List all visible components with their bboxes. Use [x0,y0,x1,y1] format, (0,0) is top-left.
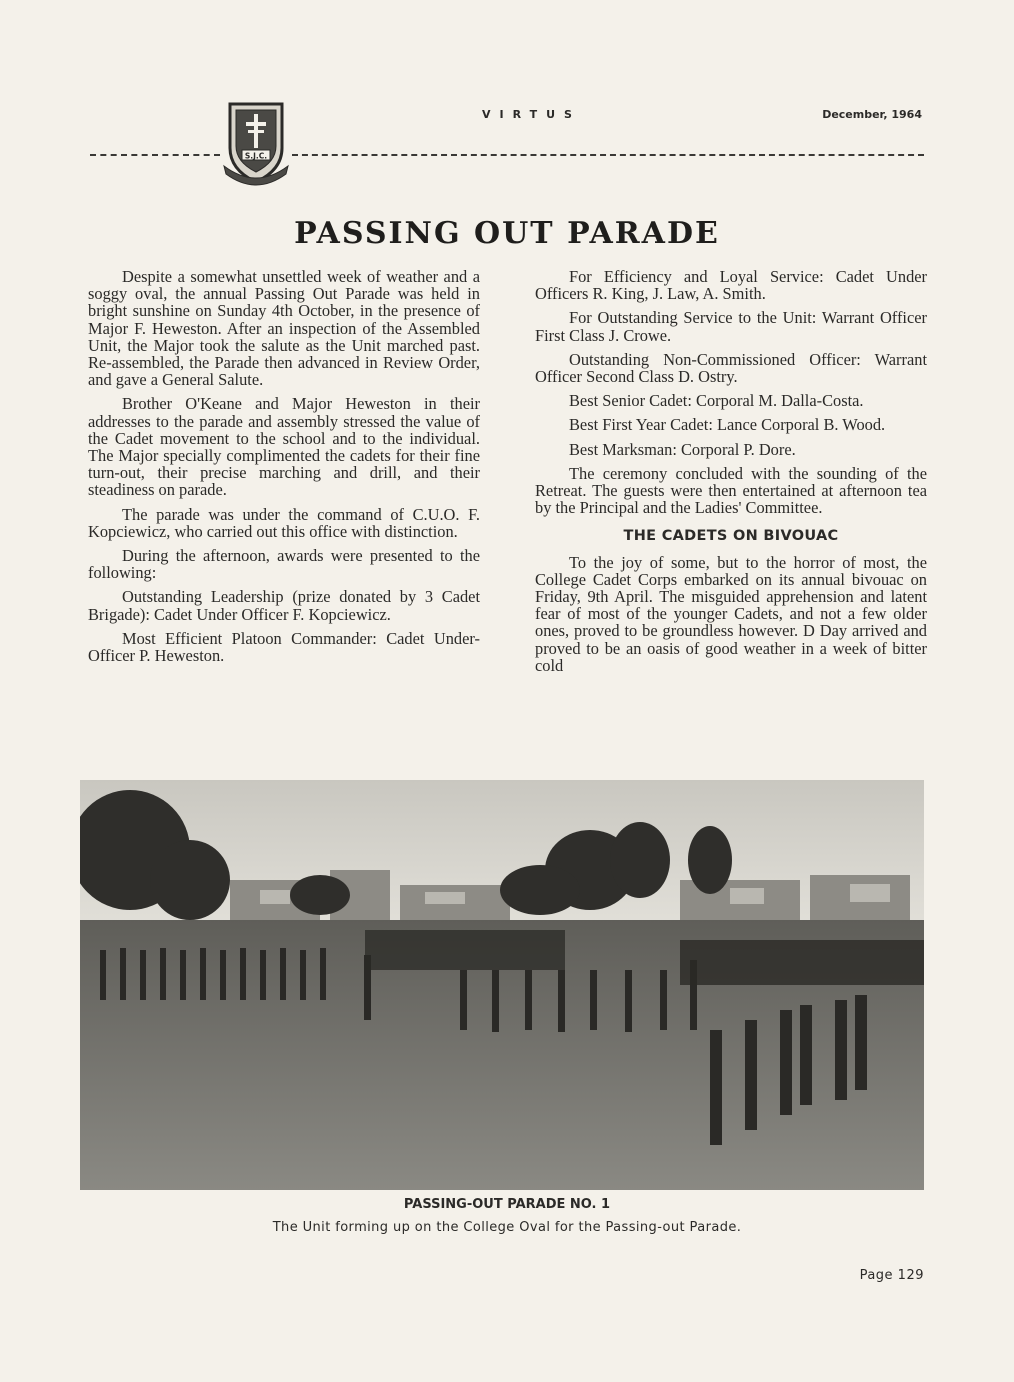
paragraph: To the joy of some, but to the horror of most, the College Cadet Corps embarked on its annual bivouac on Friday, 9th April. The misguided apprehension and latent fear of most of the younger Cadets, and not a few older ones, proved to be groundless however. D Day arrived and proved to be an oasis of good weather in a week of bitter cold [535,552,927,675]
photo-caption-title: PASSING-OUT PARADE NO. 1 [403,1197,611,1212]
paragraph: Best First Year Cadet: Lance Corporal B. Wood. [569,415,886,435]
header-rule-right [292,154,924,156]
paragraph: Most Efficient Platoon Commander: Cadet Under-Officer P. Heweston. [88,628,480,666]
school-crest-icon [222,100,290,186]
article-column-right [535,268,927,681]
photo-caption-text: The Unit forming up on the College Oval for the Passing-out Parade. [272,1220,742,1235]
crest-text: S.J.C. [244,151,268,161]
paragraph: Outstanding Leadership (prize donated by 3 Cadet Brigade): Cadet Under Officer F. Kopciewicz. [88,587,480,624]
issue-date: December, 1964 [822,108,922,121]
paragraph: For Efficiency and Loyal Service: Cadet Under Officers R. King, J. Law, A. Smith. [535,267,927,304]
paragraph: Brother O'Keane and Major Heweston in their addresses to the parade and assembly stressed the value of the Cadet movement to the school and to the individual. The Major specially complimented the cadets for their fine turn-out, their precise marching and drill, and their steadiness on parade. [88,394,480,500]
article-column-left [88,268,480,671]
paragraph: The parade was under the command of C.U.O. F. Kopciewicz, who carried out this office with distinction. [88,504,480,541]
paragraph: The ceremony concluded with the sounding of the Retreat. The guests were then entertained at afternoon tea by the Principal and the Ladies' Committee. [535,463,927,518]
parade-photo [80,780,924,1190]
paragraph: Outstanding Non-Commissioned Officer: Warrant Officer Second Class D. Ostry. [535,349,927,387]
running-title: VIRTUS [482,108,581,121]
header-rule-left [90,154,220,156]
paragraph: Best Marksman: Corporal P. Dore. [569,439,796,459]
page-number: Page 129 [859,1268,924,1283]
paragraph: Best Senior Cadet: Corporal M. Dalla-Costa. [569,391,864,411]
paragraph: During the afternoon, awards were presented to the following: [88,546,480,583]
paragraph: For Outstanding Service to the Unit: Warrant Officer First Class J. Crowe. [535,308,927,345]
article-headline: PASSING OUT PARADE [294,216,720,251]
paragraph: Despite a somewhat unsettled week of weather and a soggy oval, the annual Passing Out Parade was held in bright sunshine on Sunday 4th October, in the presence of Major F. Heweston. After an inspection of the Assembled Unit, the Major took the salute as the Unit marched past. Re-assembled, the Parade then advanced in Review Order, and gave a General Salute. [88,267,480,390]
section-subheading: THE CADETS ON BIVOUAC [623,528,839,545]
